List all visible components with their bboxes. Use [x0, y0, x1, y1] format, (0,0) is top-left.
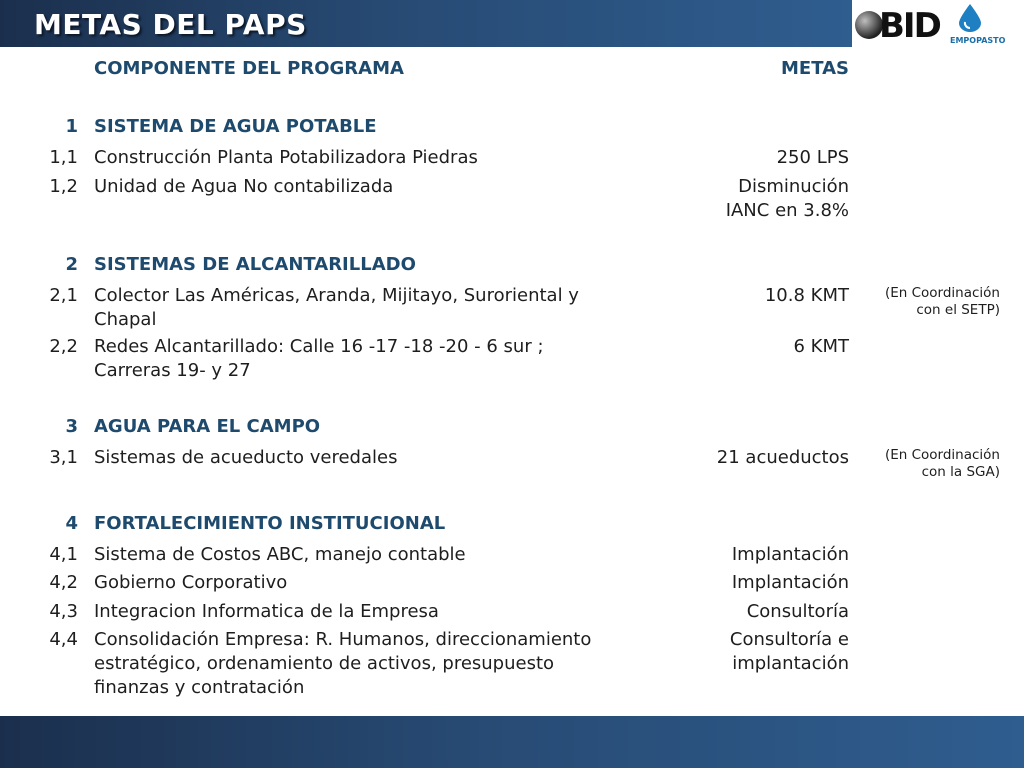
item-description: Sistema de Costos ABC, manejo contable	[94, 544, 466, 565]
coordination-note: con el SETP)	[916, 302, 1000, 318]
item-goal: 6 KMT	[793, 336, 849, 357]
bid-logo	[855, 6, 945, 46]
item-goal: 10.8 KMT	[764, 285, 849, 306]
column-header-goals: METAS	[781, 58, 849, 79]
item-goal: 250 LPS	[776, 147, 849, 168]
item-number: 4,3	[49, 601, 78, 622]
empopasto-logo-text: EMPOPASTO	[950, 36, 1006, 45]
item-number: 4,1	[49, 544, 78, 565]
item-number: 4,2	[49, 572, 78, 593]
section-title: AGUA PARA EL CAMPO	[94, 416, 321, 437]
item-number: 2,1	[49, 285, 78, 306]
item-description: Unidad de Agua No contabilizada	[94, 176, 394, 197]
section-number: 4	[65, 513, 78, 534]
item-description: Chapal	[94, 309, 157, 330]
section-number: 3	[65, 416, 78, 437]
item-number: 4,4	[49, 629, 78, 650]
coordination-note: (En Coordinación	[884, 285, 1000, 301]
section-number: 2	[65, 254, 78, 275]
item-goal: 21 acueductos	[716, 447, 849, 468]
item-goal: IANC en 3.8%	[725, 200, 849, 221]
item-number: 1,2	[49, 176, 78, 197]
item-description: estratégico, ordenamiento de activos, presupuesto	[94, 653, 555, 674]
item-goal: Implantación	[731, 544, 849, 565]
column-header-component: COMPONENTE DEL PROGRAMA	[94, 58, 404, 79]
water-drop-icon	[959, 4, 981, 32]
item-number: 1,1	[49, 147, 78, 168]
item-goal: Consultoría e	[729, 629, 849, 650]
item-description: Construcción Planta Potabilizadora Piedras	[94, 147, 478, 168]
item-description: Redes Alcantarillado: Calle 16 -17 -18 -20 - 6 sur ;	[94, 336, 544, 357]
coordination-note: con la SGA)	[921, 464, 1000, 480]
item-number: 3,1	[49, 447, 78, 468]
section-number: 1	[65, 116, 78, 137]
item-description: Colector Las Américas, Aranda, Mijitayo, Suroriental y	[94, 285, 579, 306]
item-goal: Implantación	[731, 572, 849, 593]
item-goal: Disminución	[738, 176, 849, 197]
item-description: Gobierno Corporativo	[94, 572, 288, 593]
item-number: 2,2	[49, 336, 78, 357]
item-goal: Consultoría	[746, 601, 849, 622]
item-description: Consolidación Empresa: R. Humanos, direccionamiento	[94, 629, 592, 650]
item-description: Integracion Informatica de la Empresa	[94, 601, 439, 622]
section-title: SISTEMA DE AGUA POTABLE	[94, 116, 377, 137]
coordination-note: (En Coordinación	[884, 447, 1000, 463]
page-title: METAS DEL PAPS	[34, 8, 307, 41]
section-title: SISTEMAS DE ALCANTARILLADO	[94, 254, 416, 275]
item-goal: implantación	[732, 653, 849, 674]
item-description: Carreras 19- y 27	[94, 360, 251, 381]
item-description: Sistemas de acueducto veredales	[94, 447, 398, 468]
footer-bar	[0, 716, 1024, 768]
empopasto-logo	[950, 2, 1018, 48]
bid-logo-text: BID	[879, 6, 940, 46]
item-description: finanzas y contratación	[94, 677, 305, 698]
section-title: FORTALECIMIENTO INSTITUCIONAL	[94, 513, 446, 534]
title-bar	[0, 0, 852, 47]
